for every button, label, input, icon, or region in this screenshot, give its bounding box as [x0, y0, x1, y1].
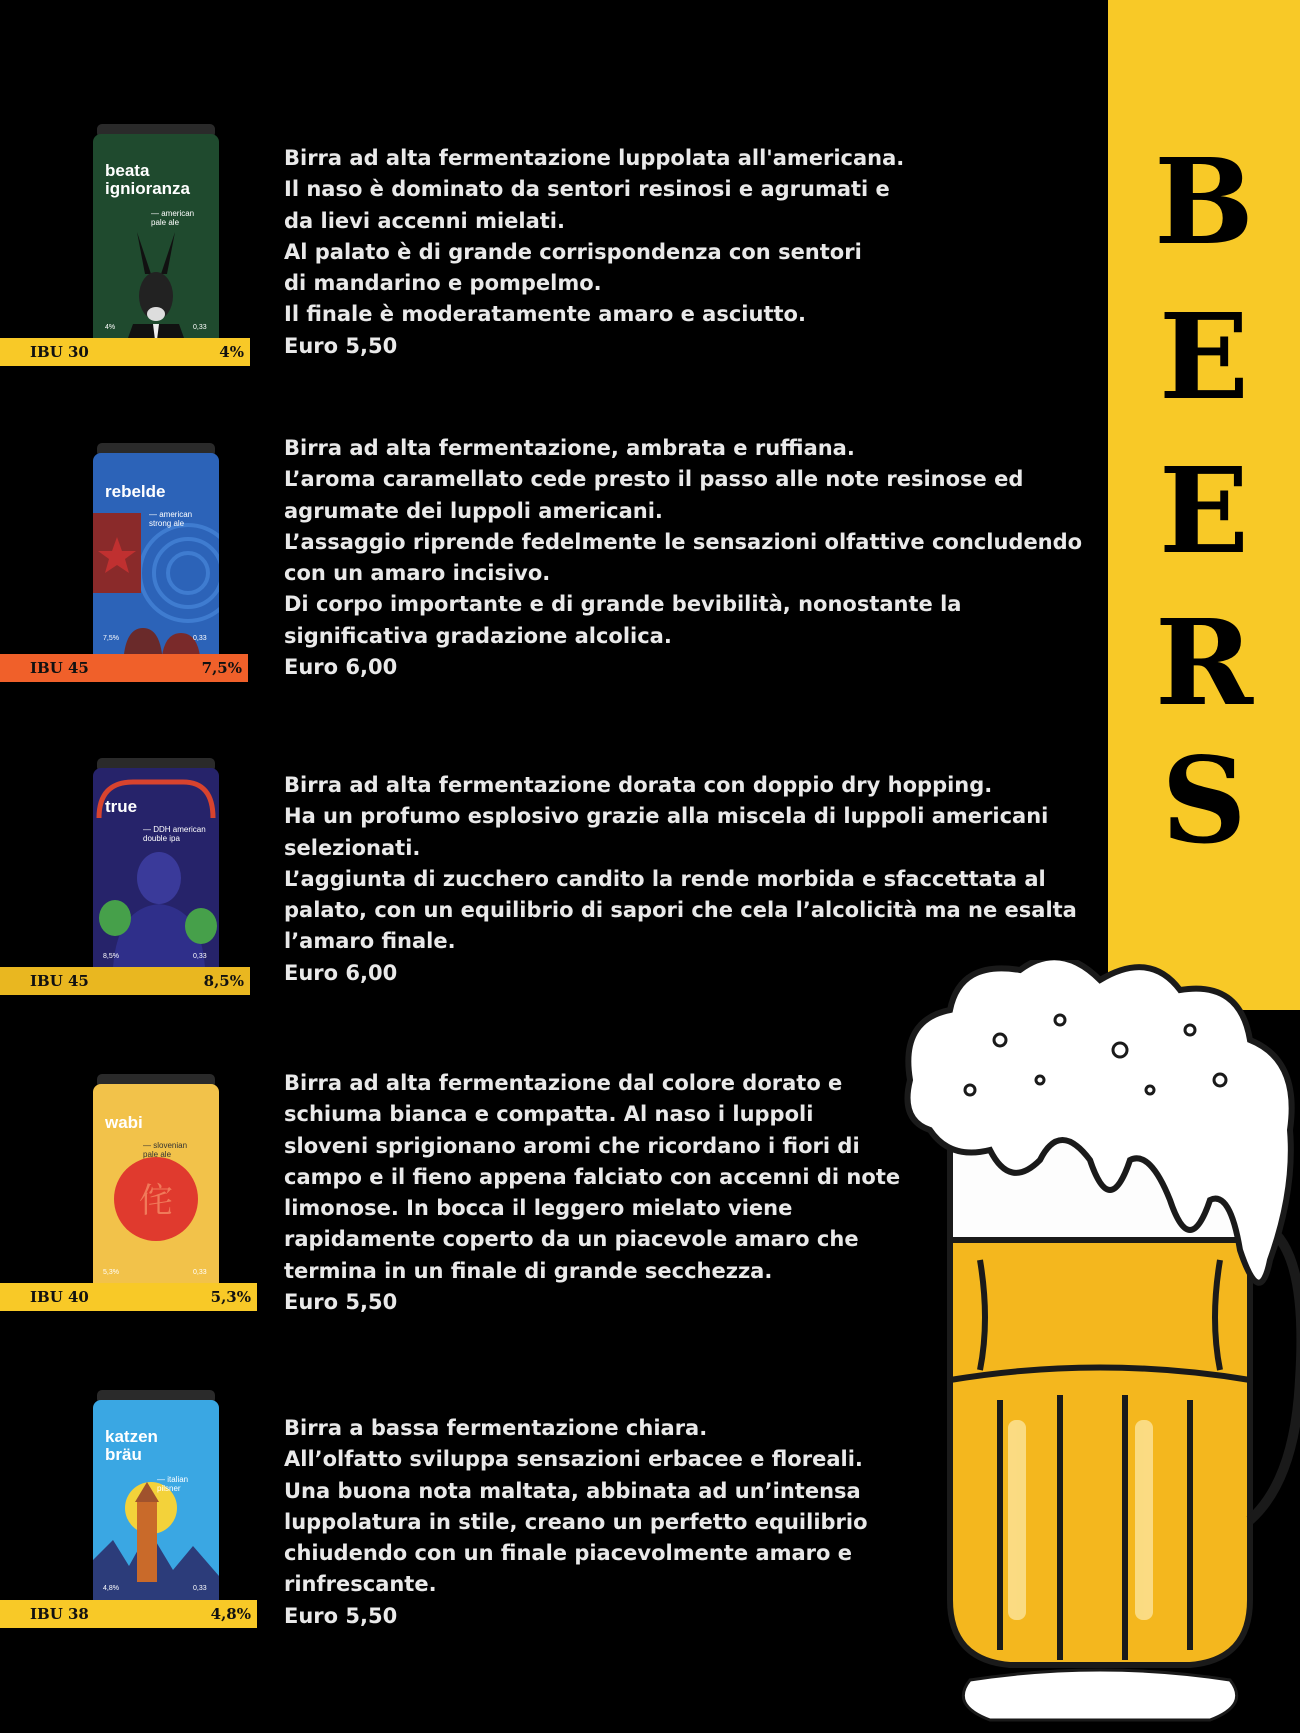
description-line: selezionati.: [284, 835, 421, 860]
ibu-value: IBU 30: [30, 343, 89, 361]
description-line: Una buona nota maltata, abbinata ad un’intensa: [284, 1478, 861, 1503]
description-line: l’amaro finale.: [284, 929, 456, 954]
title-letter-e2: E: [1159, 441, 1249, 580]
stats-bar: [0, 967, 250, 995]
title-letter-r: R: [1154, 593, 1254, 732]
abv-value: 5,3%: [210, 1288, 251, 1306]
beer-can-katzen-brau: [93, 1390, 219, 1630]
description-line: da lievi accenni mielati.: [284, 208, 565, 233]
description-line: Il finale è moderatamente amaro e asciutto.: [284, 302, 806, 327]
ibu-value: IBU 45: [30, 972, 89, 990]
description-line: Birra ad alta fermentazione dal colore dorato e: [284, 1071, 843, 1095]
can-name-line1: katzen: [105, 1427, 158, 1446]
description-line: palato, con un equilibrio di sapori che cela l’alcolicità ma ne esalta: [284, 898, 1077, 923]
description-line: Ha un profumo esplosivo grazie alla miscela di luppoli americani: [284, 804, 1049, 829]
can-abv: 4%: [105, 324, 116, 331]
description-line: luppolatura in stile, creano un perfetto equilibrio: [284, 1509, 868, 1534]
description-line: Birra ad alta fermentazione, ambrata e ruffiana.: [284, 436, 855, 460]
ibu-value: IBU 38: [30, 1605, 89, 1623]
can-style-line1: — american: [149, 510, 193, 519]
can-style-line1: — DDH american: [143, 825, 206, 834]
can-style-line2: pale ale: [151, 218, 180, 227]
beer-description: [284, 143, 1104, 362]
description-line: Al palato è di grande corrispondenza con sentori: [284, 239, 862, 264]
can-abv: 4,8%: [103, 1585, 119, 1592]
title-letter-s: S: [1161, 731, 1247, 870]
stats-bar: [0, 1600, 257, 1628]
description-line: Birra ad alta fermentazione dorata con doppio dry hopping.: [284, 773, 993, 797]
can-style-line2: strong ale: [149, 519, 185, 528]
beer-can-beata-ignioranza: [93, 124, 219, 364]
can-style-line1: — american: [151, 209, 195, 218]
can-name-line2: bräu: [105, 1445, 142, 1464]
description-line: L’assaggio riprende fedelmente le sensazioni olfattive concludendo: [284, 529, 1083, 554]
description-line: significativa gradazione alcolica.: [284, 623, 672, 648]
beer-mug-icon: [908, 960, 1300, 1720]
can-name-line1: wabi: [105, 1113, 143, 1132]
can-name-line2: ignioranza: [105, 179, 191, 198]
ibu-value: IBU 40: [30, 1288, 89, 1306]
can-style-line1: — italian: [157, 1475, 189, 1484]
abv-value: 4,8%: [210, 1605, 251, 1623]
can-volume: 0,33: [193, 953, 207, 960]
ibu-value: IBU 45: [30, 659, 89, 677]
price: Euro 5,50: [284, 1290, 398, 1315]
description-line: con un amaro incisivo.: [284, 561, 551, 586]
description-line: L’aroma caramellato cede presto il passo alle note resinose ed: [284, 467, 1024, 492]
description-line: Di corpo importante e di grande bevibilità, nonostante la: [284, 592, 962, 617]
description-line: limonose. In bocca il leggero mielato viene: [284, 1196, 793, 1221]
can-volume: 0,33: [193, 1585, 207, 1592]
can-volume: 0,33: [193, 324, 207, 331]
description-line: termina in un finale di grande secchezza.: [284, 1258, 773, 1283]
beer-description: [284, 433, 1104, 683]
price: Euro 5,50: [284, 1603, 398, 1628]
can-glyph: 侘: [139, 1181, 173, 1221]
title-letter-b: B: [1154, 132, 1254, 271]
can-abv: 7,5%: [103, 635, 119, 642]
description-line: campo e il fieno appena falciato con accenni di note: [284, 1164, 901, 1189]
price: Euro 6,00: [284, 960, 398, 985]
beer-description: [284, 770, 1104, 989]
can-style-line2: pilsner: [157, 1484, 181, 1493]
description-line: rinfrescante.: [284, 1572, 437, 1597]
description-line: All’olfatto sviluppa sensazioni erbacee e floreali.: [284, 1447, 863, 1472]
abv-value: 7,5%: [201, 659, 242, 677]
price: Euro 6,00: [284, 655, 398, 680]
can-name-line1: beata: [105, 161, 150, 180]
description-line: Birra a bassa fermentazione chiara.: [284, 1416, 708, 1440]
beer-can-wabi: [93, 1074, 219, 1314]
can-volume: 0,33: [193, 635, 207, 642]
beer-can-rebelde: [93, 443, 219, 683]
description-line: sloveni sprigionano aromi che ricordano i fiori di: [284, 1133, 860, 1158]
can-style-line2: double ipa: [143, 834, 180, 843]
description-line: Il naso è dominato da sentori resinosi e agrumati e: [284, 177, 890, 202]
beer-mug-illustration: [890, 960, 1300, 1733]
beer-can-true: [93, 758, 219, 998]
description-line: di mandarino e pompelmo.: [284, 271, 602, 296]
can-abv: 8,5%: [103, 953, 119, 960]
description-line: agrumate dei luppoli americani.: [284, 498, 663, 523]
can-volume: 0,33: [193, 1269, 207, 1276]
description-line: L’aggiunta di zucchero candito la rende morbida e sfaccettata al: [284, 866, 1046, 891]
can-style-line1: — slovenian: [143, 1141, 188, 1150]
can-abv: 5,3%: [103, 1269, 119, 1276]
can-name-line1: rebelde: [105, 482, 166, 501]
abv-value: 4%: [219, 343, 244, 361]
description-line: chiudendo con un finale piacevolmente amaro e: [284, 1541, 852, 1566]
stats-bar: [0, 338, 250, 366]
abv-value: 8,5%: [203, 972, 244, 990]
can-name-line1: true: [105, 797, 138, 816]
stats-bar: [0, 654, 248, 682]
stats-bar: [0, 1283, 257, 1311]
can-style-line2: pale ale: [143, 1150, 172, 1159]
description-line: Birra ad alta fermentazione luppolata all'americana.: [284, 146, 905, 170]
description-line: schiuma bianca e compatta. Al naso i luppoli: [284, 1102, 814, 1127]
title-letter-e1: E: [1159, 287, 1249, 426]
price: Euro 5,50: [284, 333, 398, 358]
castle-icon: [135, 1482, 159, 1582]
description-line: rapidamente coperto da un piacevole amaro che: [284, 1227, 859, 1252]
